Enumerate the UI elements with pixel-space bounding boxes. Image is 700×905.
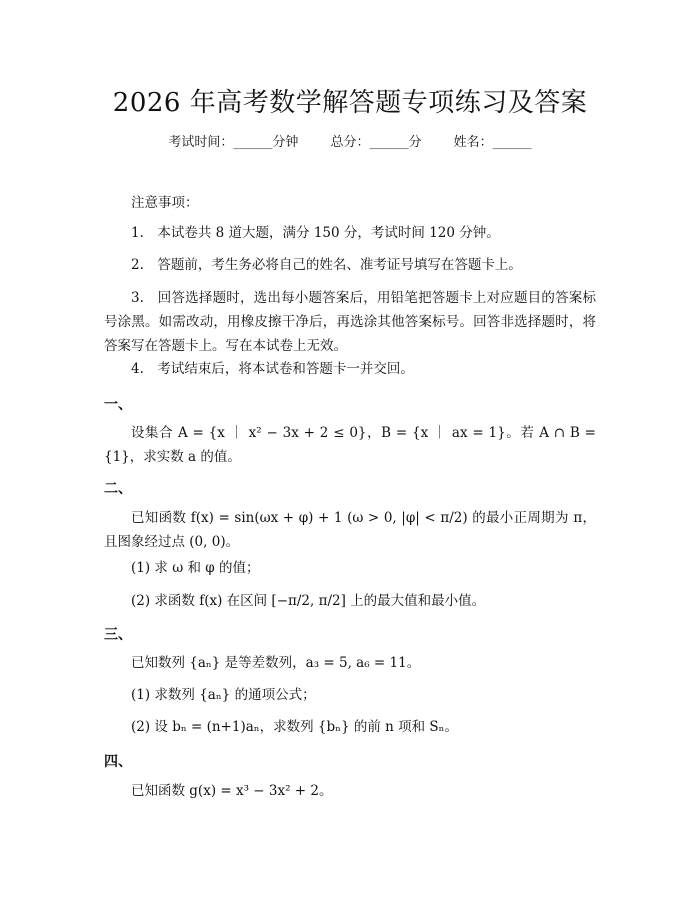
question-2-number: 二、 bbox=[104, 481, 132, 497]
exam-time-field: 考试时间：______分钟 bbox=[168, 135, 299, 150]
question-3-part-1: (1) 求数列 {aₙ} 的通项公式； bbox=[131, 687, 316, 703]
question-1-number: 一、 bbox=[104, 397, 132, 413]
notice-item-3: 3. 回答选择题时，选出每小题答案后，用铅笔把答题卡上对应题目的答案标号涂黑。如需改动，用橡皮擦干净后，再选涂其他答案标号。回答非选择题时，将答案写在答题卡上。写在本试卷上无效。 bbox=[104, 290, 596, 354]
exam-info-line bbox=[0, 131, 700, 150]
question-3-stem: 已知数列 {aₙ} 是等差数列，a₃ = 5, a₆ = 11。 bbox=[131, 655, 421, 671]
notice-item-1: 1. 本试卷共 8 道大题，满分 150 分，考试时间 120 分钟。 bbox=[131, 225, 500, 241]
question-2-stem: 已知函数 f(x) = sin(ωx + φ) + 1 (ω > 0, |φ| < π/2) 的最小正周期为 π，且图象经过点 (0, 0)。 bbox=[104, 510, 596, 550]
question-3-number: 三、 bbox=[104, 627, 132, 643]
notice-item-4: 4. 考试结束后，将本试卷和答题卡一并交回。 bbox=[131, 361, 414, 377]
student-name-field: 姓名：______ bbox=[453, 135, 532, 150]
question-2-part-2: (2) 求函数 f(x) 在区间 [−π/2, π/2] 上的最大值和最小值。 bbox=[131, 593, 486, 609]
question-4-number: 四、 bbox=[104, 754, 132, 770]
question-4-stem: 已知函数 g(x) = x³ − 3x² + 2。 bbox=[131, 783, 333, 799]
page-title: 2026 年高考数学解答题专项练习及答案 bbox=[112, 88, 588, 118]
notice-heading: 注意事项： bbox=[131, 195, 199, 211]
notice-item-2: 2. 答题前，考生务必将自己的姓名、准考证号填写在答题卡上。 bbox=[131, 257, 522, 273]
total-score-field: 总分：______分 bbox=[330, 135, 422, 150]
question-1-text: 设集合 A = {x ｜ x² − 3x + 2 ≤ 0}，B = {x ｜ ax = 1}。若 A ∩ B = {1}，求实数 a 的值。 bbox=[104, 425, 596, 465]
question-2-part-1: (1) 求 ω 和 φ 的值； bbox=[131, 560, 260, 576]
question-3-part-2: (2) 设 bₙ = (n+1)aₙ，求数列 {bₙ} 的前 n 项和 Sₙ。 bbox=[131, 719, 458, 735]
